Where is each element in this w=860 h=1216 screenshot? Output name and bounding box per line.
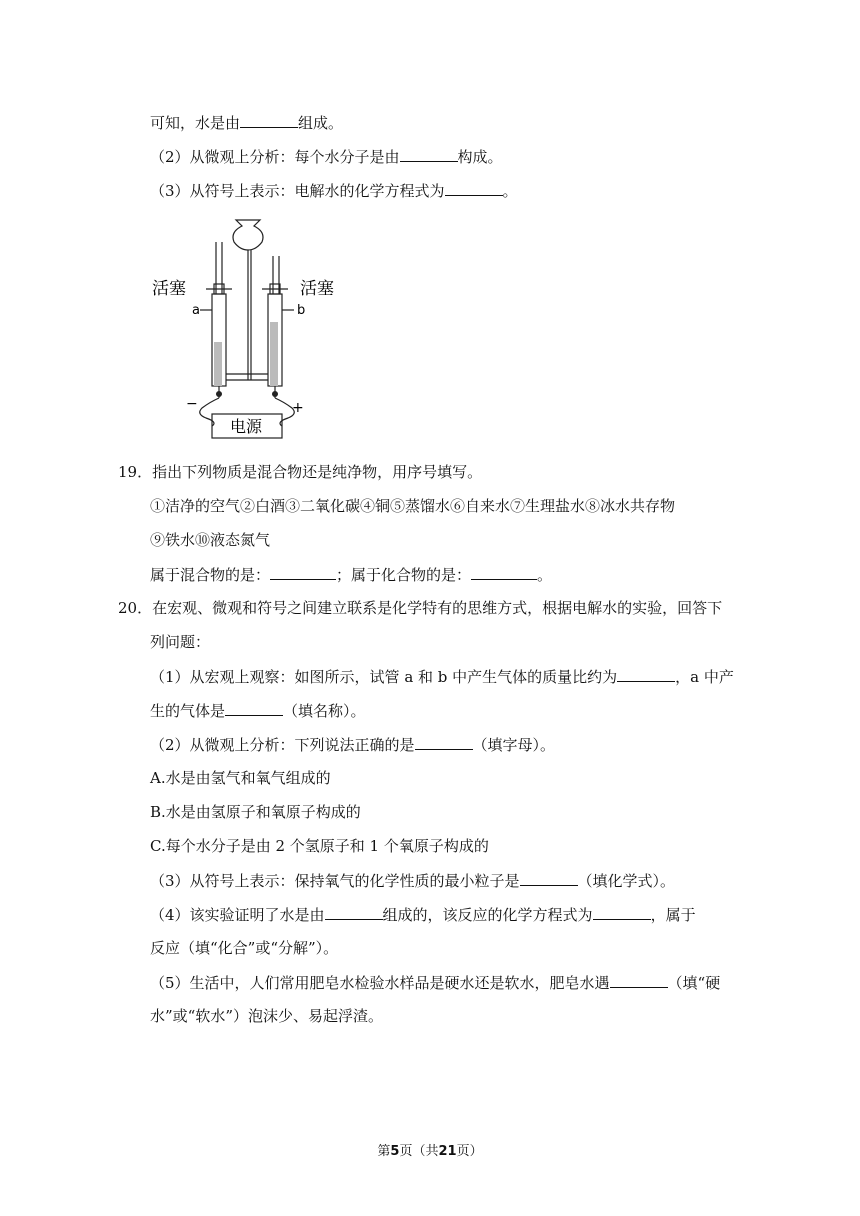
q19-stem: 19．指出下列物质是混合物还是纯净物，用序号填写。 [118,463,483,481]
total-pages: 21 [438,1144,457,1159]
wire-negative [200,398,219,426]
q20-part-5-line-1: （5）生活中，人们常用肥皂水检验水样品是硬水还是软水，肥皂水遇 （填“硬 [150,974,721,992]
q20-part-4-line-1: （4）该实验证明了水是由 组成的，该反应的化学方程式为 ，属于 [150,906,696,924]
prev-line-1: 可知，水是由 组成。 [150,114,344,132]
q20-part-2: （2）从微观上分析：下列说法正确的是 （填字母）。 [150,736,556,754]
q19-options-line-1: ①洁净的空气②白酒③二氧化碳④铜⑤蒸馏水⑥自来水⑦生理盐水⑧冰水共存物 [150,497,676,515]
mass-ratio-blank[interactable] [617,666,675,682]
q20-stem-line-1: 20．在宏观、微观和符号之间建立联系是化学特有的思维方式，根据电解水的实验，回答下 [118,599,723,617]
answer-blank[interactable] [445,180,503,196]
electrolysis-apparatus-diagram [150,212,360,444]
reservoir-bulb [233,220,263,250]
choice-blank[interactable] [415,734,473,750]
q20-option-b: B.水是由氢原子和氧原子构成的 [150,803,361,821]
power-source-label: 电源 [230,417,263,436]
page-footer: 第5页（共21页） [377,1144,483,1159]
q20-option-c: C.每个水分子是由 2 个氢原子和 1 个氧原子构成的 [150,837,489,855]
q20-stem-line-2: 列问题： [150,633,211,651]
q19-options-line-2: ⑨铁水⑩液态氮气 [150,531,271,549]
negative-terminal-label: − [186,396,198,412]
mixture-answer-blank[interactable] [270,564,336,580]
gas-name-blank[interactable] [225,700,283,716]
equation-blank[interactable] [593,904,651,920]
q20-part-1-line-2: 生的气体是 （填名称）。 [150,702,366,720]
prev-part-2: （2）从微观上分析：每个水分子是由 构成。 [150,148,503,166]
answer-blank[interactable] [400,146,458,162]
positive-terminal-label: + [292,400,304,416]
stopcock-label-left: 活塞 [152,279,186,299]
q19-answer-line: 属于混合物的是： ；属于化合物的是： 。 [150,566,553,584]
q20-part-3: （3）从符号上表示：保持氧气的化学性质的最小粒子是 （填化学式）。 [150,872,676,890]
q20-part-1-line-1: （1）从宏观上观察：如图所示，试管 a 和 b 中产生气体的质量比约为 ，a 中产 [150,668,734,686]
composition-blank[interactable] [325,904,383,920]
formula-blank[interactable] [520,870,578,886]
q20-part-4-line-2: 反应（填“化合”或“分解”）。 [150,939,339,957]
current-page: 5 [390,1144,400,1159]
stopcock-label-right: 活塞 [300,279,334,299]
compound-answer-blank[interactable] [471,564,537,580]
prev-part-3: （3）从符号上表示：电解水的化学方程式为 。 [150,182,518,200]
q20-part-5-line-2: 水”或“软水”）泡沫少、易起浮渣。 [150,1007,384,1025]
q20-option-a: A.水是由氢气和氧气组成的 [150,769,331,787]
tube-a-label: a [192,303,200,318]
tube-b-label: b [297,303,306,318]
hard-soft-blank[interactable] [610,972,668,988]
answer-blank[interactable] [240,112,298,128]
